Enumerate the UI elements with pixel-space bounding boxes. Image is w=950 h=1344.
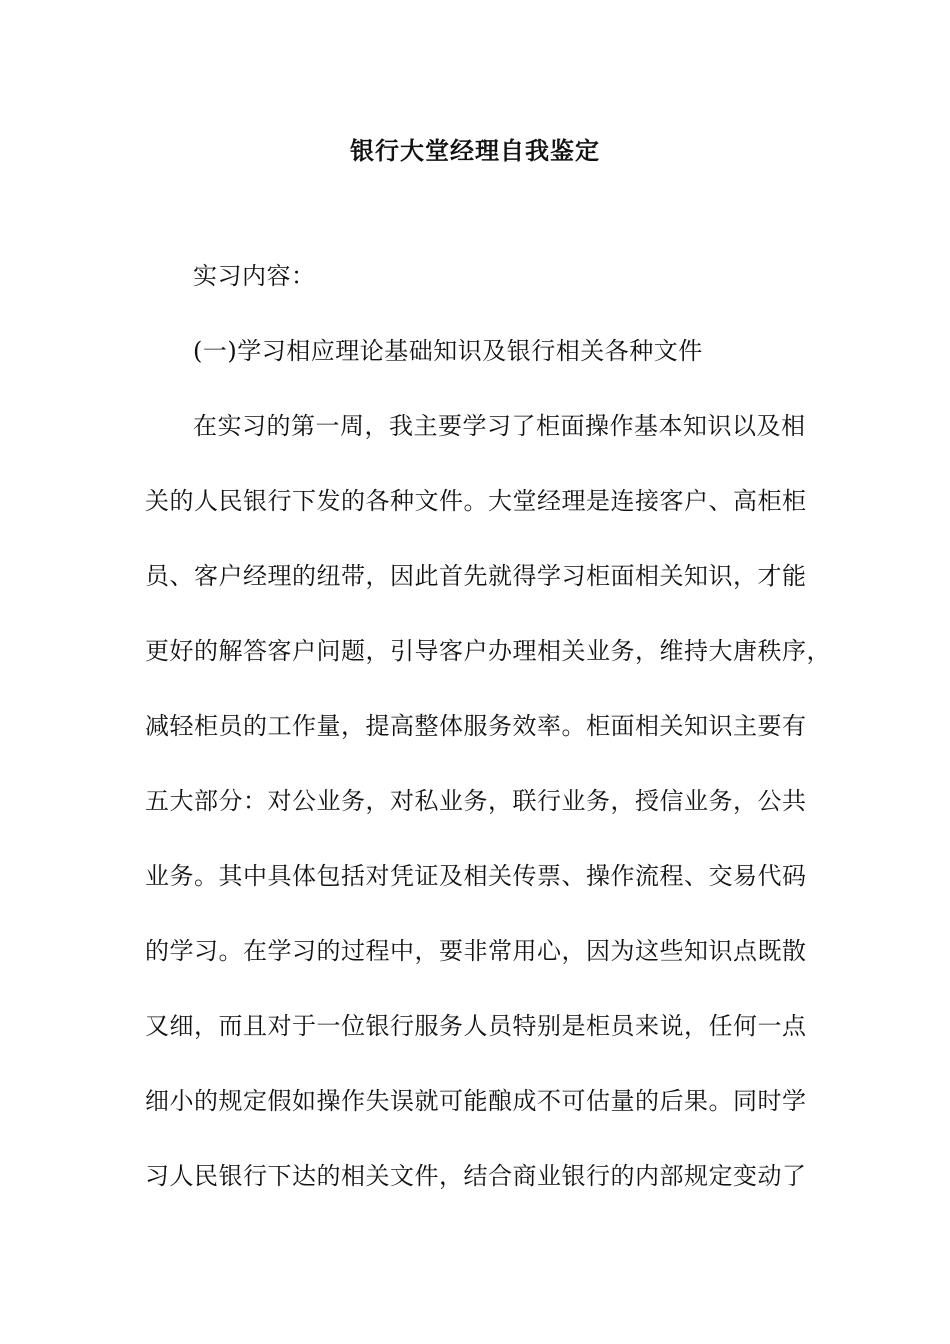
body-line-section-label: 实习内容： [193, 262, 316, 290]
body-line: 减轻柜员的工作量，提高整体服务效率。柜面相关知识主要有 [145, 712, 807, 740]
body-line: 习人民银行下达的相关文件，结合商业银行的内部规定变动了 [145, 1162, 807, 1190]
document-title: 银行大堂经理自我鉴定 [350, 136, 600, 165]
body-line: 关的人民银行下发的各种文件。大堂经理是连接客户、高柜柜 [145, 487, 807, 515]
body-line: 细小的规定假如操作失误就可能酿成不可估量的后果。同时学 [145, 1087, 807, 1115]
body-line: 更好的解答客户问题，引导客户办理相关业务，维持大唐秩序， [145, 637, 831, 665]
body-line: 五大部分：对公业务，对私业务，联行业务，授信业务，公共 [145, 787, 807, 815]
body-line: 的学习。在学习的过程中，要非常用心，因为这些知识点既散 [145, 937, 807, 965]
body-line: 员、客户经理的纽带，因此首先就得学习柜面相关知识，才能 [145, 562, 807, 590]
document-body [145, 256, 831, 1231]
body-line: 又细，而且对于一位银行服务人员特别是柜员来说，任何一点 [145, 1012, 807, 1040]
body-line-heading: (一)学习相应理论基础知识及银行相关各种文件 [193, 337, 703, 365]
body-line-paragraph-start: 在实习的第一周，我主要学习了柜面操作基本知识以及相 [193, 412, 806, 440]
body-line: 业务。其中具体包括对凭证及相关传票、操作流程、交易代码 [145, 862, 807, 890]
